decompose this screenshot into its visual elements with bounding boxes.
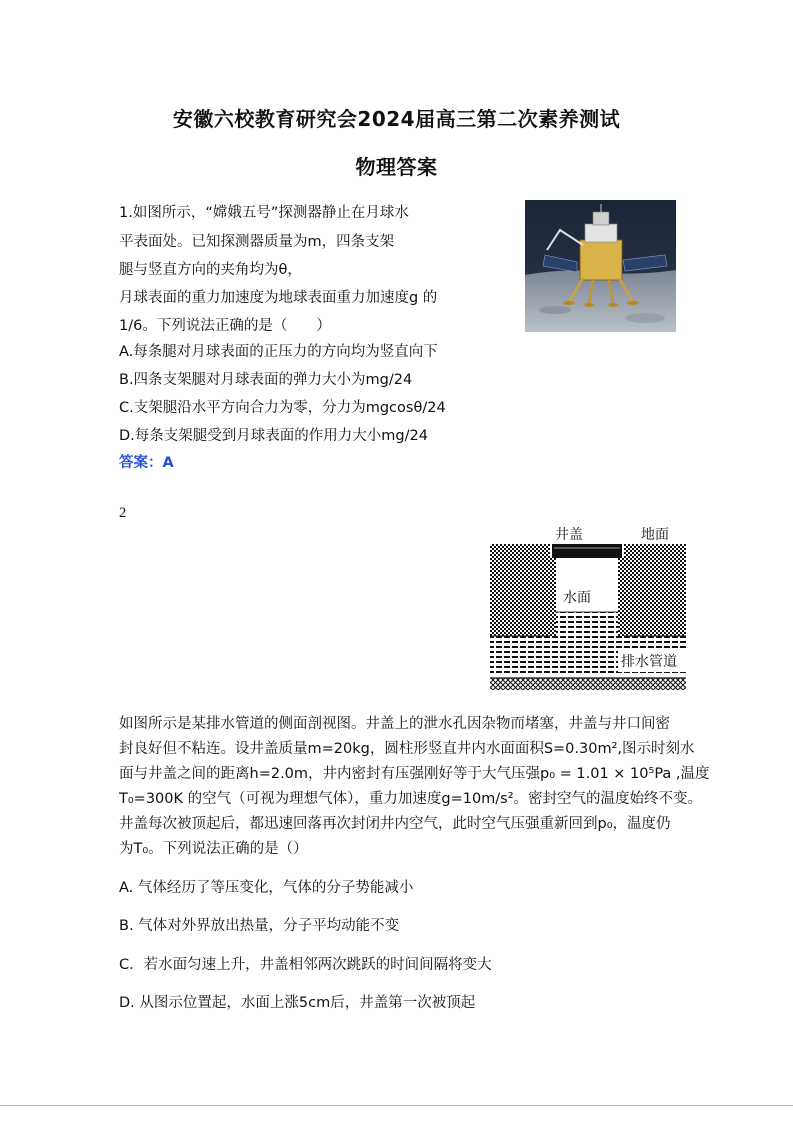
q2-option-a: A. 气体经历了等压变化，气体的分子势能减小	[119, 880, 414, 896]
q2-number: 2	[119, 505, 127, 521]
q2-option-d: D. 从图示位置起，水面上涨5cm后，井盖第一次被顶起	[119, 995, 476, 1011]
q2-option-c: C．若水面匀速上升，井盖相邻两次跳跃的时间间隔将变大	[119, 957, 492, 973]
lander-photo	[525, 200, 676, 332]
q2-stem-line: 如图所示是某排水管道的侧面剖视图。井盖上的泄水孔因杂物而堵塞，井盖与井口间密	[119, 716, 670, 732]
label-drain-pipe: 排水管道	[621, 654, 677, 670]
label-ground: 地面	[641, 527, 669, 543]
q2-stem-line: 井盖每次被顶起后，都迅速回落再次封闭井内空气，此时空气压强重新回到p₀，温度仍	[119, 816, 671, 832]
q1-answer: 答案：A	[119, 455, 174, 471]
q1-option-b: B.四条支架腿对月球表面的弹力大小为mg/24	[119, 372, 413, 388]
q2-option-b: B. 气体对外界放出热量，分子平均动能不变	[119, 918, 400, 934]
label-lid: 井盖	[555, 527, 583, 543]
page-subtitle: 物理答案	[355, 155, 438, 179]
label-water-surface: 水面	[563, 590, 591, 606]
page-title: 安徽六校教育研究会2024届高三第二次素养测试	[172, 107, 621, 131]
q2-stem-line: 封良好但不粘连。设井盖质量m=20kg，圆柱形竖直井内水面面积S=0.30m²,图示时刻水	[119, 741, 695, 757]
q1-option-c: C.支架腿沿水平方向合力为零，分力为mgcosθ/24	[119, 400, 446, 416]
q1-line: 1.如图所示，“嫦娥五号”探测器静止在月球水	[119, 205, 409, 221]
q2-stem-line: T₀=300K 的空气（可视为理想气体），重力加速度g=10m/s²。密封空气的温度始终不变。	[119, 791, 703, 807]
q1-option-d: D.每条支架腿受到月球表面的作用力大小mg/24	[119, 428, 428, 444]
q2-stem-line: 面与井盖之间的距离h=2.0m，井内密封有压强刚好等于大气压强p₀ = 1.01 × 10⁵Pa ,温度	[119, 766, 710, 782]
q1-line: 平表面处。已知探测器质量为m，四条支架	[119, 234, 395, 250]
q2-stem-line: 为T₀。下列说法正确的是（）	[119, 841, 308, 857]
page-bottom-divider	[0, 1105, 793, 1106]
q1-line: 腿与竖直方向的夹角均为θ，	[119, 262, 302, 278]
q1-line: 1/6。下列说法正确的是（ ）	[119, 318, 331, 334]
q1-option-a: A.每条腿对月球表面的正压力的方向均为竖直向下	[119, 344, 438, 360]
q1-line: 月球表面的重力加速度为地球表面重力加速度g 的	[119, 290, 438, 306]
